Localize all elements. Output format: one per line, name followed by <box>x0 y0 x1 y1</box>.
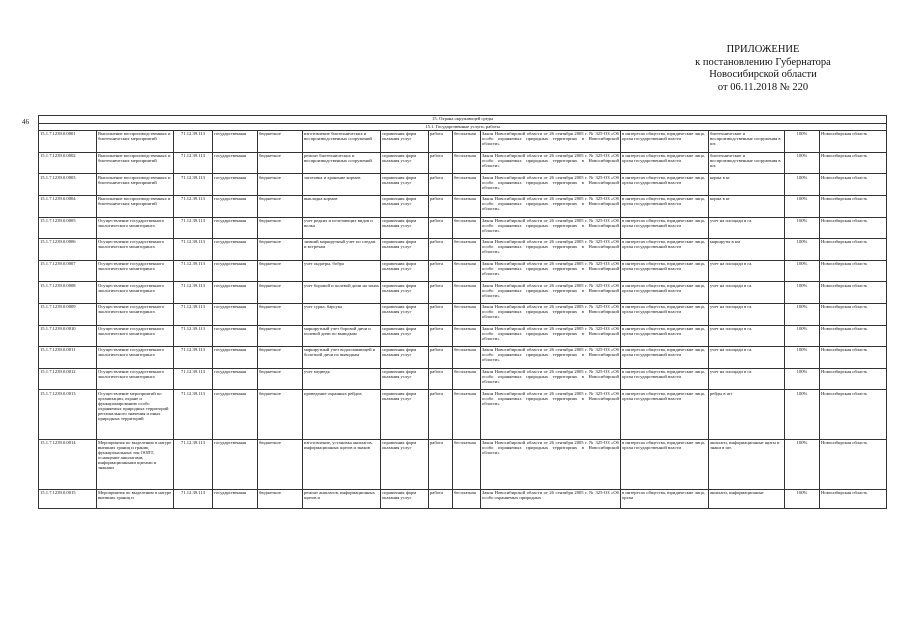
cell-name: Осуществление государственного экологического мониторинга <box>97 217 174 239</box>
cell-code: 15.1.7.1239.0.0010 <box>39 325 97 347</box>
table-row <box>39 239 887 261</box>
cell-cons: в интересах общества, юридические лица, орган государственной власти <box>621 390 709 440</box>
cell-form: справочник форм оказания услуг <box>381 260 429 282</box>
cell-form: справочник форм оказания услуг <box>381 347 429 369</box>
cell-code: 15.1.7.1239.0.0005 <box>39 217 97 239</box>
cell-pct: 100% <box>785 368 820 390</box>
cell-pay: бесплатная <box>453 439 481 489</box>
cell-okved: 71.12.39.113 <box>174 439 213 489</box>
table-row <box>39 152 887 174</box>
cell-measure: учет на площади в га. <box>709 347 785 369</box>
cell-pay: бесплатная <box>453 239 481 261</box>
cell-name: Мероприятия по выделению в натуре внешних границ и границ функциональных зон ООПТ, оснащение аншлагами, информационными щитами и знаками <box>97 439 174 489</box>
cell-content: изготовление биотехнических и воспроизводственных сооружений <box>303 131 381 153</box>
cell-name: Осуществление государственного экологического мониторинга <box>97 260 174 282</box>
cell-type: работа <box>429 152 453 174</box>
table-row <box>39 325 887 347</box>
cell-content: зимний маршрутный учет по следам и встречам <box>303 239 381 261</box>
cell-form: справочник форм оказания услуг <box>381 195 429 217</box>
cell-inst: бюджетное <box>258 489 303 509</box>
cell-pct: 100% <box>785 152 820 174</box>
table-row <box>39 347 887 369</box>
cell-name: Осуществление государственного экологического мониторинга <box>97 282 174 304</box>
cell-type: работа <box>429 131 453 153</box>
cell-name: Выполнение воспроизводственных и биотехнических мероприятий <box>97 195 174 217</box>
cell-measure: корма в кг. <box>709 174 785 196</box>
cell-kind: государственная <box>213 239 258 261</box>
cell-type: работа <box>429 282 453 304</box>
cell-okved: 71.12.39.113 <box>174 325 213 347</box>
table-row <box>39 489 887 509</box>
cell-form: справочник форм оказания услуг <box>381 152 429 174</box>
cell-pct: 100% <box>785 325 820 347</box>
cell-cons: в интересах общества, юридические лица, орган государственной власти <box>621 368 709 390</box>
cell-region: Новосибирская область <box>820 217 887 239</box>
cell-type: работа <box>429 390 453 440</box>
cell-law: Закон Новосибирской области от 26 сентября 2005 г. № 325-ОЗ «Об особо охраняемых природных территориях в Новосибирской области» <box>481 325 621 347</box>
cell-content: учет боровой и полевой дичи на зонах <box>303 282 381 304</box>
table-row <box>39 174 887 196</box>
cell-form: справочник форм оказания услуг <box>381 368 429 390</box>
cell-inst: бюджетное <box>258 217 303 239</box>
cell-measure: биотехнические и воспроизводственные сооружения в шт. <box>709 152 785 174</box>
cell-region: Новосибирская область <box>820 368 887 390</box>
cell-name: Осуществление государственного экологического мониторинга <box>97 347 174 369</box>
cell-region: Новосибирская область <box>820 325 887 347</box>
cell-kind: государственная <box>213 347 258 369</box>
cell-form: справочник форм оказания услуг <box>381 239 429 261</box>
cell-kind: государственная <box>213 390 258 440</box>
services-table-wrapper <box>38 115 866 509</box>
cell-region: Новосибирская область <box>820 174 887 196</box>
cell-content: выкладка кормов <box>303 195 381 217</box>
cell-law: Закон Новосибирской области от 26 сентября 2005 г. № 325-ОЗ «Об особо охраняемых природных территориях в Новосибирской области» <box>481 195 621 217</box>
cell-region: Новосибирская область <box>820 260 887 282</box>
cell-measure: учет на площади в га. <box>709 303 785 325</box>
cell-type: работа <box>429 217 453 239</box>
cell-region: Новосибирская область <box>820 152 887 174</box>
cell-name: Осуществление государственного экологического мониторинга <box>97 325 174 347</box>
cell-pay: бесплатная <box>453 282 481 304</box>
cell-cons: в интересах общества, юридические лица, орган <box>621 489 709 509</box>
cell-law: Закон Новосибирской области от 26 сентября 2005 г. № 325-ОЗ «Об особо охраняемых природных <box>481 489 621 509</box>
cell-measure: учет на площади в га. <box>709 260 785 282</box>
cell-measure: аншлаги, информационные <box>709 489 785 509</box>
cell-measure: корма в кг <box>709 195 785 217</box>
cell-law: Закон Новосибирской области от 26 сентября 2005 г. № 325-ОЗ «Об особо охраняемых природных территориях в Новосибирской области» <box>481 303 621 325</box>
cell-cons: в интересах общества, юридические лица, орган государственной власти <box>621 260 709 282</box>
cell-kind: государственная <box>213 174 258 196</box>
cell-content: заготовка и хранение кормов <box>303 174 381 196</box>
cell-content: учет сурка, барсука <box>303 303 381 325</box>
cell-law: Закон Новосибирской области от 26 сентября 2005 г. № 325-ОЗ «Об особо охраняемых природных территориях в Новосибирской области» <box>481 174 621 196</box>
cell-form: справочник форм оказания услуг <box>381 390 429 440</box>
cell-name: Мероприятия по выделению в натуре внешних границ и <box>97 489 174 509</box>
document-header <box>673 44 853 94</box>
cell-okved: 71.12.39.113 <box>174 303 213 325</box>
cell-kind: государственная <box>213 282 258 304</box>
cell-pay: бесплатная <box>453 152 481 174</box>
cell-cons: в интересах общества, юридические лица, орган государственной власти <box>621 347 709 369</box>
cell-pay: бесплатная <box>453 390 481 440</box>
cell-cons: в интересах общества, юридические лица, орган государственной власти <box>621 131 709 153</box>
cell-region: Новосибирская область <box>820 439 887 489</box>
cell-kind: государственная <box>213 152 258 174</box>
cell-type: работа <box>429 239 453 261</box>
cell-pay: бесплатная <box>453 347 481 369</box>
cell-content: учет медведя <box>303 368 381 390</box>
cell-name: Выполнение воспроизводственных и биотехнических мероприятий <box>97 152 174 174</box>
cell-pct: 100% <box>785 303 820 325</box>
cell-type: работа <box>429 174 453 196</box>
cell-content: учет редких и исчезающих видов и волка <box>303 217 381 239</box>
cell-code: 15.1.7.1239.0.0003 <box>39 174 97 196</box>
cell-okved: 71.12.39.113 <box>174 239 213 261</box>
cell-form: справочник форм оказания услуг <box>381 439 429 489</box>
header-line-date: от 06.11.2018 № 220 <box>717 81 809 93</box>
cell-code: 15.1.7.1239.0.0004 <box>39 195 97 217</box>
cell-code: 15.1.7.1239.0.0011 <box>39 347 97 369</box>
cell-code: 15.1.7.1239.0.0014 <box>39 439 97 489</box>
cell-type: работа <box>429 195 453 217</box>
cell-name: Осуществление государственного экологического мониторинга <box>97 368 174 390</box>
cell-measure: биотехнические и воспроизводственные сооружения в шт. <box>709 131 785 153</box>
cell-pct: 100% <box>785 217 820 239</box>
cell-pct: 100% <box>785 260 820 282</box>
cell-law: Закон Новосибирской области от 26 сентября 2005 г. № 325-ОЗ «Об особо охраняемых природных территориях в Новосибирской области» <box>481 282 621 304</box>
cell-pay: бесплатная <box>453 195 481 217</box>
cell-name: Выполнение воспроизводственных и биотехнических мероприятий <box>97 131 174 153</box>
cell-type: работа <box>429 368 453 390</box>
cell-kind: государственная <box>213 131 258 153</box>
cell-code: 15.1.7.1239.0.0009 <box>39 303 97 325</box>
cell-inst: бюджетное <box>258 152 303 174</box>
cell-pay: бесплатная <box>453 489 481 509</box>
cell-measure: учет на площади в га. <box>709 282 785 304</box>
cell-cons: в интересах общества, юридические лица, орган государственной власти <box>621 239 709 261</box>
cell-form: справочник форм оказания услуг <box>381 131 429 153</box>
cell-inst: бюджетное <box>258 368 303 390</box>
cell-name: Осуществление государственного экологического мониторинга <box>97 239 174 261</box>
cell-inst: бюджетное <box>258 347 303 369</box>
cell-content: изготовление, установка аншлагов, информационных щитов и знаков <box>303 439 381 489</box>
cell-inst: бюджетное <box>258 325 303 347</box>
cell-law: Закон Новосибирской области от 26 сентября 2005 г. № 325-ОЗ «Об особо охраняемых природных территориях в Новосибирской области» <box>481 260 621 282</box>
cell-region: Новосибирская область <box>820 390 887 440</box>
table-row <box>39 439 887 489</box>
cell-pay: бесплатная <box>453 174 481 196</box>
cell-cons: в интересах общества, юридические лица, орган государственной власти <box>621 303 709 325</box>
cell-form: справочник форм оказания услуг <box>381 282 429 304</box>
cell-okved: 71.12.39.113 <box>174 217 213 239</box>
cell-kind: государственная <box>213 489 258 509</box>
cell-name: Осуществление государственного экологического мониторинга <box>97 303 174 325</box>
cell-content: учет ондатры, бобра <box>303 260 381 282</box>
cell-pay: бесплатная <box>453 260 481 282</box>
cell-pct: 100% <box>785 195 820 217</box>
cell-region: Новосибирская область <box>820 303 887 325</box>
cell-kind: государственная <box>213 260 258 282</box>
table-row <box>39 282 887 304</box>
cell-form: справочник форм оказания услуг <box>381 217 429 239</box>
cell-inst: бюджетное <box>258 282 303 304</box>
cell-okved: 71.12.39.113 <box>174 390 213 440</box>
subsection-title: 15.1. Государственные услуги, работы <box>39 123 887 131</box>
cell-pct: 100% <box>785 489 820 509</box>
page-marker: 46 <box>22 118 29 126</box>
cell-measure: учет на площади в га. <box>709 368 785 390</box>
cell-kind: государственная <box>213 325 258 347</box>
table-row <box>39 260 887 282</box>
cell-okved: 71.12.39.113 <box>174 152 213 174</box>
cell-inst: бюджетное <box>258 260 303 282</box>
cell-okved: 71.12.39.113 <box>174 131 213 153</box>
cell-law: Закон Новосибирской области от 26 сентября 2005 г. № 325-ОЗ «Об особо охраняемых природных территориях в Новосибирской области» <box>481 152 621 174</box>
cell-inst: бюджетное <box>258 174 303 196</box>
cell-code: 15.1.7.1239.0.0002 <box>39 152 97 174</box>
cell-inst: бюджетное <box>258 131 303 153</box>
cell-pay: бесплатная <box>453 368 481 390</box>
cell-inst: бюджетное <box>258 303 303 325</box>
cell-inst: бюджетное <box>258 239 303 261</box>
cell-cons: в интересах общества, юридические лица, орган государственной власти <box>621 217 709 239</box>
cell-region: Новосибирская область <box>820 131 887 153</box>
cell-code: 15.1.7.1239.0.0007 <box>39 260 97 282</box>
cell-code: 15.1.7.1239.0.0015 <box>39 489 97 509</box>
header-line-decree: к постановлению Губернатора <box>695 56 831 68</box>
cell-kind: государственная <box>213 439 258 489</box>
cell-region: Новосибирская область <box>820 489 887 509</box>
cell-code: 15.1.7.1239.0.0012 <box>39 368 97 390</box>
cell-pct: 100% <box>785 131 820 153</box>
cell-form: справочник форм оказания услуг <box>381 325 429 347</box>
cell-type: работа <box>429 303 453 325</box>
cell-type: работа <box>429 260 453 282</box>
cell-pct: 100% <box>785 390 820 440</box>
cell-code: 15.1.7.1239.0.0006 <box>39 239 97 261</box>
cell-inst: бюджетное <box>258 195 303 217</box>
cell-type: работа <box>429 325 453 347</box>
cell-okved: 71.12.39.113 <box>174 282 213 304</box>
cell-measure: аншлаги, информационные щиты и знаки в шт. <box>709 439 785 489</box>
cell-pct: 100% <box>785 239 820 261</box>
table-row <box>39 368 887 390</box>
cell-pct: 100% <box>785 282 820 304</box>
cell-name: Выполнение воспроизводственных и биотехнических мероприятий <box>97 174 174 196</box>
cell-content: маршрутный учет водоплавающей и болотной дичи по выводкам <box>303 347 381 369</box>
header-line-appendix: ПРИЛОЖЕНИЕ <box>726 44 800 55</box>
cell-cons: в интересах общества, юридические лица, орган государственной власти <box>621 152 709 174</box>
cell-code: 15.1.7.1239.0.0008 <box>39 282 97 304</box>
subsection-row <box>39 123 887 131</box>
services-table <box>38 115 887 509</box>
cell-cons: в интересах общества, юридические лица, орган государственной власти <box>621 282 709 304</box>
cell-pct: 100% <box>785 174 820 196</box>
table-row <box>39 195 887 217</box>
cell-cons: в интересах общества, юридические лица, орган государственной власти <box>621 174 709 196</box>
cell-okved: 71.12.39.113 <box>174 489 213 509</box>
table-row <box>39 390 887 440</box>
cell-content: ремонт биотехнических и воспроизводственных сооружений <box>303 152 381 174</box>
cell-form: справочник форм оказания услуг <box>381 489 429 509</box>
cell-content: проведение охранных рейдов <box>303 390 381 440</box>
cell-okved: 71.12.39.113 <box>174 260 213 282</box>
cell-law: Закон Новосибирской области от 26 сентября 2005 г. № 325-ОЗ «Об особо охраняемых природных территориях в Новосибирской области» <box>481 239 621 261</box>
cell-okved: 71.12.39.113 <box>174 195 213 217</box>
cell-code: 15.1.7.1239.0.0001 <box>39 131 97 153</box>
cell-region: Новосибирская область <box>820 347 887 369</box>
cell-measure: рейды в шт <box>709 390 785 440</box>
cell-cons: в интересах общества, юридические лица, орган государственной власти <box>621 195 709 217</box>
cell-form: справочник форм оказания услуг <box>381 303 429 325</box>
cell-kind: государственная <box>213 303 258 325</box>
table-row <box>39 131 887 153</box>
table-row <box>39 303 887 325</box>
cell-law: Закон Новосибирской области от 26 сентября 2005 г. № 325-ОЗ «Об особо охраняемых природных территориях в Новосибирской области» <box>481 439 621 489</box>
cell-law: Закон Новосибирской области от 26 сентября 2005 г. № 325-ОЗ «Об особо охраняемых природных территориях в Новосибирской области» <box>481 347 621 369</box>
cell-type: работа <box>429 347 453 369</box>
cell-pay: бесплатная <box>453 131 481 153</box>
header-line-region: Новосибирской области <box>709 69 817 80</box>
cell-code: 15.1.7.1239.0.0013 <box>39 390 97 440</box>
cell-inst: бюджетное <box>258 390 303 440</box>
cell-law: Закон Новосибирской области от 26 сентября 2005 г. № 325-ОЗ «Об особо охраняемых природных территориях в Новосибирской области» <box>481 390 621 440</box>
cell-pct: 100% <box>785 439 820 489</box>
table-row <box>39 217 887 239</box>
cell-content: ремонт аншлагов, информационных щитов и <box>303 489 381 509</box>
cell-region: Новосибирская область <box>820 282 887 304</box>
cell-okved: 71.12.39.113 <box>174 174 213 196</box>
cell-law: Закон Новосибирской области от 26 сентября 2005 г. № 325-ОЗ «Об особо охраняемых природных территориях в Новосибирской области» <box>481 217 621 239</box>
cell-cons: в интересах общества, юридические лица, орган государственной власти <box>621 325 709 347</box>
cell-pay: бесплатная <box>453 325 481 347</box>
section-title: 15. Охрана окружающей среды <box>39 116 887 124</box>
cell-measure: маршруты в км <box>709 239 785 261</box>
cell-form: справочник форм оказания услуг <box>381 174 429 196</box>
cell-name: Осуществление мероприятий по организации, охране и функционированию особо охраняемых природных территорий регионального значения и иных природных территорий <box>97 390 174 440</box>
cell-measure: учет на площади в га. <box>709 217 785 239</box>
cell-pay: бесплатная <box>453 217 481 239</box>
section-row <box>39 116 887 124</box>
cell-cons: в интересах общества, юридические лица, орган государственной власти <box>621 439 709 489</box>
cell-pct: 100% <box>785 347 820 369</box>
cell-type: работа <box>429 439 453 489</box>
cell-inst: бюджетное <box>258 439 303 489</box>
cell-kind: государственная <box>213 217 258 239</box>
cell-region: Новосибирская область <box>820 195 887 217</box>
cell-pay: бесплатная <box>453 303 481 325</box>
cell-law: Закон Новосибирской области от 26 сентября 2005 г. № 325-ОЗ «Об особо охраняемых природных территориях в Новосибирской области» <box>481 368 621 390</box>
cell-okved: 71.12.39.113 <box>174 347 213 369</box>
cell-content: маршрутный учет боровой дичи и полевой дичи по выводкам <box>303 325 381 347</box>
cell-law: Закон Новосибирской области от 26 сентября 2005 г. № 325-ОЗ «Об особо охраняемых природных территориях в Новосибирской области» <box>481 131 621 153</box>
cell-region: Новосибирская область <box>820 239 887 261</box>
cell-kind: государственная <box>213 195 258 217</box>
cell-type: работа <box>429 489 453 509</box>
cell-measure: учет на площади в га. <box>709 325 785 347</box>
cell-okved: 71.12.39.113 <box>174 368 213 390</box>
cell-kind: государственная <box>213 368 258 390</box>
